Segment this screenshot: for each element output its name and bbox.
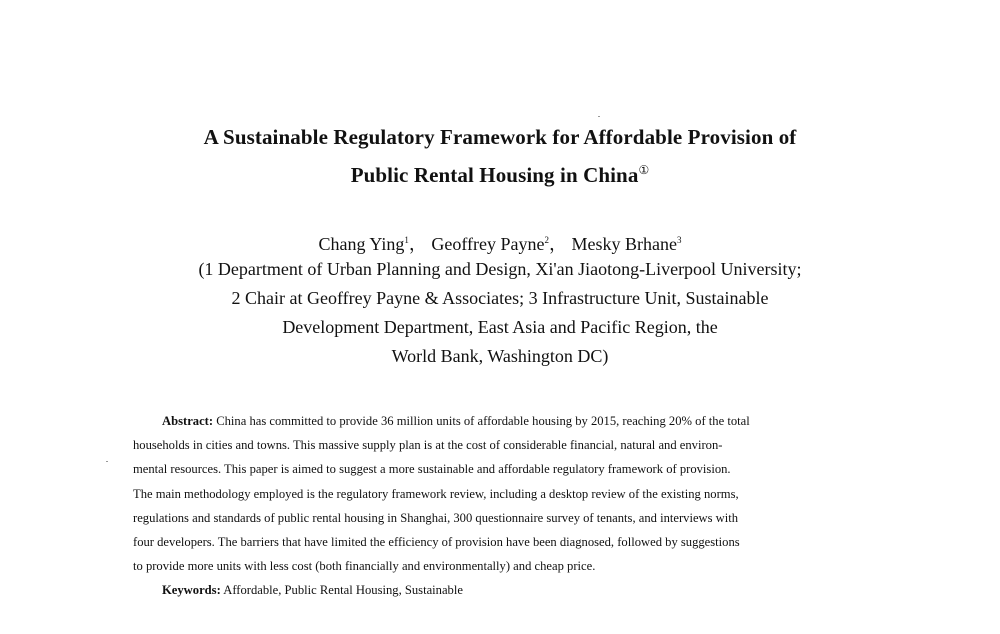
title-line-1: A Sustainable Regulatory Framework for Affordable Provision of bbox=[203, 125, 797, 149]
abstract bbox=[133, 409, 880, 578]
abstract-line: to provide more units with less cost (both financially and environmentally) and cheap price. bbox=[133, 559, 596, 574]
title-line-2 bbox=[0, 154, 1000, 192]
author-affiliation-mark: 3 bbox=[676, 235, 682, 245]
abstract-line: four developers. The barriers that have limited the efficiency of provision have been diagnosed, followed by suggestions bbox=[133, 535, 740, 550]
author-name: Mesky Brhane bbox=[571, 234, 677, 254]
keywords bbox=[162, 579, 463, 601]
abstract-line: regulations and standards of public rental housing in Shanghai, 300 questionnaire survey of tenants, and interviews with bbox=[133, 510, 739, 525]
affiliations bbox=[0, 255, 1000, 371]
author-name: Chang Ying bbox=[318, 234, 405, 254]
abstract-line: mental resources. This paper is aimed to suggest a more sustainable and affordable regulatory framework of provision. bbox=[133, 462, 731, 477]
keywords-text: Affordable, Public Rental Housing, Sustainable bbox=[220, 583, 463, 597]
abstract-text: China has committed to provide 36 million units of affordable housing by 2015, reaching 20% of the total bbox=[213, 414, 750, 428]
author-separator: ， bbox=[548, 234, 567, 254]
scan-speck bbox=[598, 116, 600, 117]
author-name: Geoffrey Payne bbox=[431, 234, 545, 254]
abstract-line: The main methodology employed is the regulatory framework review, including a desktop review of the existing norms, bbox=[133, 486, 739, 501]
affiliation-line: 2 Chair at Geoffrey Payne & Associates; 3 Infrastructure Unit, Sustainable bbox=[231, 288, 769, 308]
title-line-2-text: Public Rental Housing in China bbox=[350, 163, 639, 187]
abstract-line: households in cities and towns. This massive supply plan is at the cost of considerable financial, natural and environ- bbox=[133, 438, 723, 453]
affiliation-line: (1 Department of Urban Planning and Design, Xi'an Jiaotong-Liverpool University; bbox=[198, 259, 802, 279]
author-affiliation-mark: 1 bbox=[404, 235, 409, 245]
affiliation-line: World Bank, Washington DC) bbox=[391, 346, 609, 366]
paper-title bbox=[0, 121, 1000, 192]
author-affiliation-mark: 2 bbox=[544, 235, 549, 245]
author-separator: ， bbox=[408, 234, 427, 254]
affiliation-line: Development Department, East Asia and Pacific Region, the bbox=[282, 317, 718, 337]
abstract-line bbox=[133, 409, 880, 433]
keywords-label: Keywords: bbox=[162, 583, 221, 597]
scan-speck bbox=[106, 461, 108, 462]
title-footnote-mark: ① bbox=[638, 163, 650, 177]
abstract-label: Abstract: bbox=[162, 414, 214, 428]
